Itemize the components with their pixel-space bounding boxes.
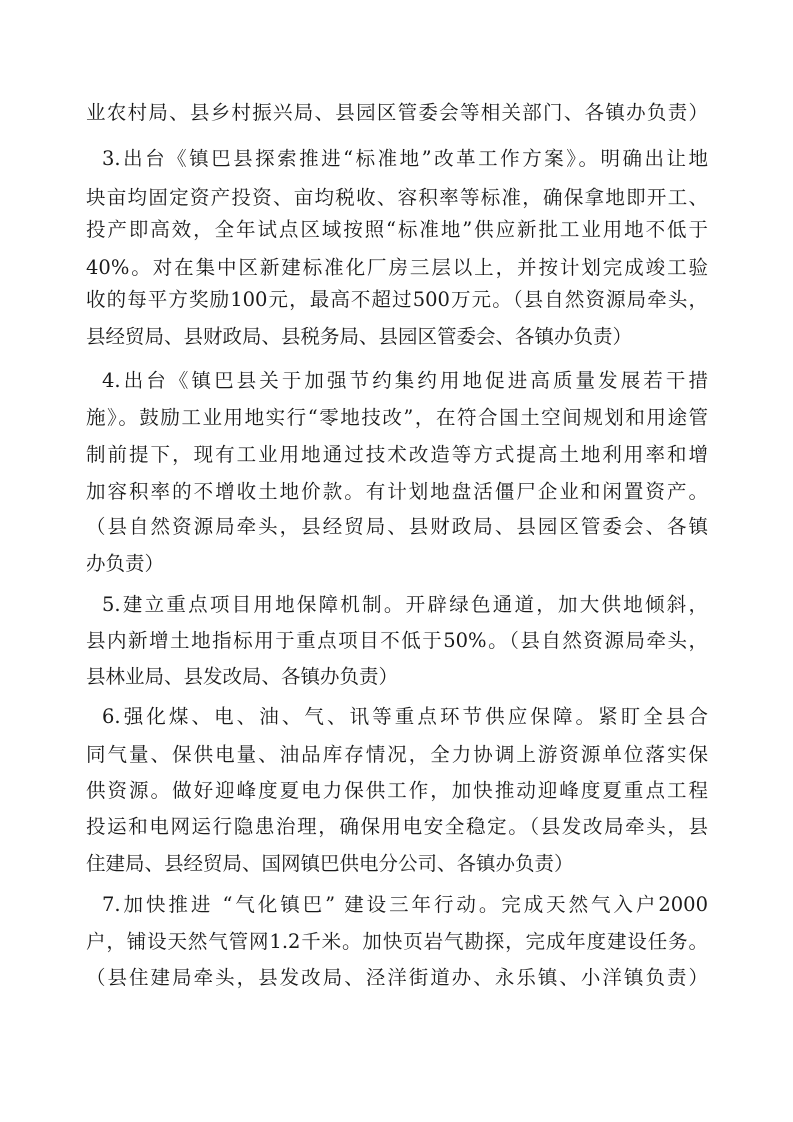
text-line: 供资源。做好迎峰度夏电力保供工作，加快推动迎峰度夏重点工程 — [86, 779, 708, 802]
text-line: 县林业局、县发改局、各镇办负责） — [86, 665, 399, 688]
paragraph-3-line: 3.出台《镇巴县探索推进“标准地”改革工作方案》。明确出让地 — [102, 147, 708, 170]
text-line: 收的每平方奖励100元，最高不超过500万元。（县自然资源局牵头， — [86, 288, 708, 311]
text-line: 施》。鼓励工业用地实行“零地技改”，在符合国土空间规划和用途管 — [86, 406, 708, 429]
paragraph-5-line: 5.建立重点项目用地保障机制。开辟绿色通道，加大供地倾斜， — [102, 593, 708, 616]
paragraph-4-line: 4.出台《镇巴县关于加强节约集约用地促进高质量发展若干措 — [102, 369, 708, 392]
text-line: 投产即高效，全年试点区域按照“标准地”供应新批工业用地不低于 — [86, 218, 708, 241]
text-line: 同气量、保供电量、油品库存情况，全力协调上游资源单位落实保 — [86, 743, 708, 766]
paragraph-7-line: 7.加快推进 “气化镇巴” 建设三年行动。完成天然气入户2000 — [102, 893, 708, 916]
text-line: 块亩均固定资产投资、亩均税收、容积率等标准，确保拿地即开工、 — [86, 186, 708, 209]
text-line: 40%。对在集中区新建标准化厂房三层以上，并按计划完成竣工验 — [86, 256, 708, 279]
text-line: 制前提下，现有工业用地通过技术改造等方式提高土地利用率和增 — [86, 443, 708, 466]
text-line: 加容积率的不增收土地价款。有计划地盘活僵尸企业和闲置资产。 — [86, 480, 708, 503]
text-line: 县经贸局、县财政局、县税务局、县园区管委会、各镇办负责） — [86, 325, 633, 348]
paragraph-6-line: 6.强化煤、电、油、气、讯等重点环节供应保障。紧盯全县合 — [102, 705, 708, 728]
text-line: 业农村局、县乡村振兴局、县园区管委会等相关部门、各镇办负责） — [86, 101, 708, 124]
text-line: 县内新增土地指标用于重点项目不低于50%。（县自然资源局牵头， — [86, 629, 708, 652]
text-line: 户，铺设天然气管网1.2千米。加快页岩气勘探，完成年度建设任务。 — [86, 930, 708, 953]
text-line: 办负责） — [86, 552, 165, 575]
text-line: 投运和电网运行隐患治理，确保用电安全稳定。（县发改局牵头，县 — [86, 815, 708, 838]
text-line: （县自然资源局牵头，县经贸局、县财政局、县园区管委会、各镇 — [86, 515, 708, 538]
text-line: （县住建局牵头，县发改局、泾洋街道办、永乐镇、小洋镇负责） — [86, 966, 708, 989]
text-line: 住建局、县经贸局、国网镇巴供电分公司、各镇办负责） — [86, 852, 574, 875]
